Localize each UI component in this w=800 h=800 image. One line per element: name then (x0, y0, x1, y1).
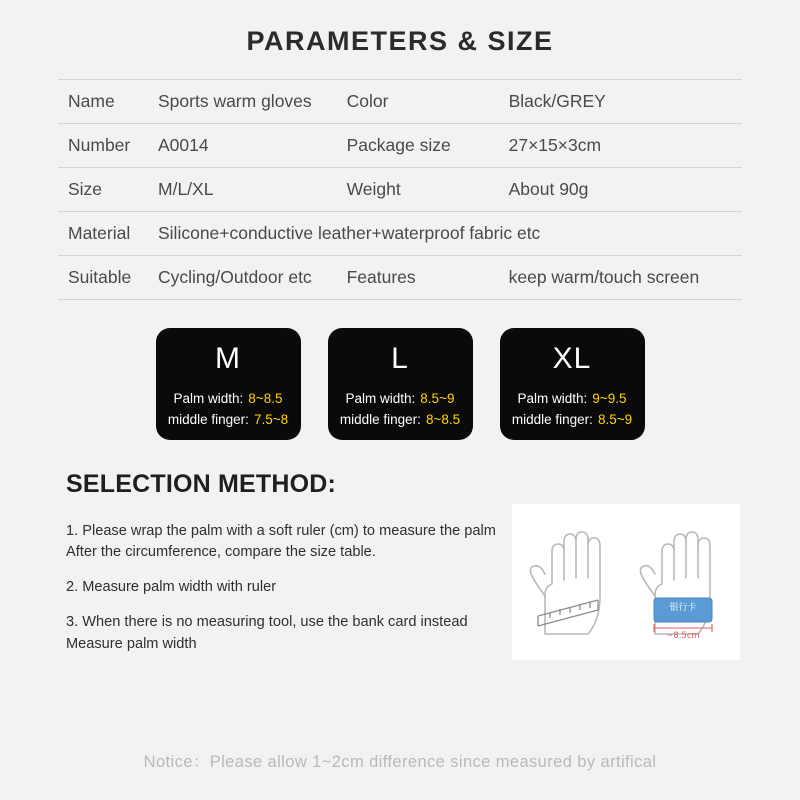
spec-label-size: Size (58, 168, 146, 212)
middle-finger-label: middle finger: (511, 412, 593, 427)
spec-value-suitable: Cycling/Outdoor etc (146, 256, 347, 300)
middle-finger-value: 8~8.5 (425, 412, 461, 427)
page-title: PARAMETERS & SIZE (246, 26, 554, 56)
table-row (58, 256, 742, 300)
size-card-label: XL (552, 342, 592, 375)
palm-width-row (156, 388, 301, 409)
spec-label-color: Color (347, 80, 497, 124)
spec-value-material: Silicone+conductive leather+waterproof fabric etc (146, 212, 742, 256)
spec-value-size: M/L/XL (146, 168, 347, 212)
palm-width-value: 9~9.5 (592, 391, 627, 406)
spec-label-number: Number (58, 124, 146, 168)
spec-label-features: Features (347, 256, 497, 300)
size-card-label: M (215, 342, 241, 375)
specification-table (58, 79, 742, 300)
middle-finger-row (500, 409, 645, 430)
palm-width-row (328, 388, 473, 409)
notice-text: Notice：Please allow 1~2cm difference since measured by artifical (143, 753, 657, 771)
spec-value-name: Sports warm gloves (146, 80, 347, 124)
selection-step-2: 2. Measure palm width with ruler (66, 579, 277, 596)
spec-label-weight: Weight (347, 168, 497, 212)
palm-width-label: Palm width: (345, 391, 416, 406)
size-card-label: L (391, 342, 409, 375)
palm-width-value: 8~8.5 (248, 391, 283, 406)
measurement-illustration (512, 504, 740, 660)
bank-card-text: 银行卡 (669, 603, 697, 613)
middle-finger-row (328, 409, 473, 430)
size-card-xl (500, 328, 645, 440)
spec-value-weight: About 90g (497, 168, 742, 212)
spec-value-number: A0014 (146, 124, 347, 168)
middle-finger-label: middle finger: (339, 412, 421, 427)
table-row (58, 168, 742, 212)
selection-steps (66, 521, 496, 655)
middle-finger-value: 7.5~8 (253, 412, 289, 427)
table-row (58, 124, 742, 168)
middle-finger-value: 8.5~9 (597, 412, 633, 427)
middle-finger-row (156, 409, 301, 430)
bank-card-measure-text: ~8.5cm (666, 631, 700, 641)
palm-width-value: 8.5~9 (420, 391, 455, 406)
hand-measure-diagram (512, 504, 740, 660)
palm-width-label: Palm width: (173, 391, 244, 406)
spec-value-package-size: 27×15×3cm (497, 124, 742, 168)
spec-label-name: Name (58, 80, 146, 124)
table-row (58, 212, 742, 256)
selection-step-3: 3. When there is no measuring tool, use the bank card instead Measure palm width (66, 614, 468, 652)
size-card-l (328, 328, 473, 440)
spec-label-package-size: Package size (347, 124, 497, 168)
size-card-list (0, 328, 800, 440)
palm-width-row (500, 388, 645, 409)
spec-value-color: Black/GREY (497, 80, 742, 124)
spec-label-material: Material (58, 212, 146, 256)
spec-label-suitable: Suitable (58, 256, 146, 300)
spec-value-features: keep warm/touch screen (497, 256, 742, 300)
size-card-m (156, 328, 301, 440)
selection-step-1: 1. Please wrap the palm with a soft ruler (cm) to measure the palm After the circumference, compare the size table. (66, 523, 496, 561)
palm-width-label: Palm width: (517, 391, 588, 406)
selection-method-heading: SELECTION METHOD: (66, 470, 337, 498)
table-row (58, 80, 742, 124)
middle-finger-label: middle finger: (167, 412, 249, 427)
